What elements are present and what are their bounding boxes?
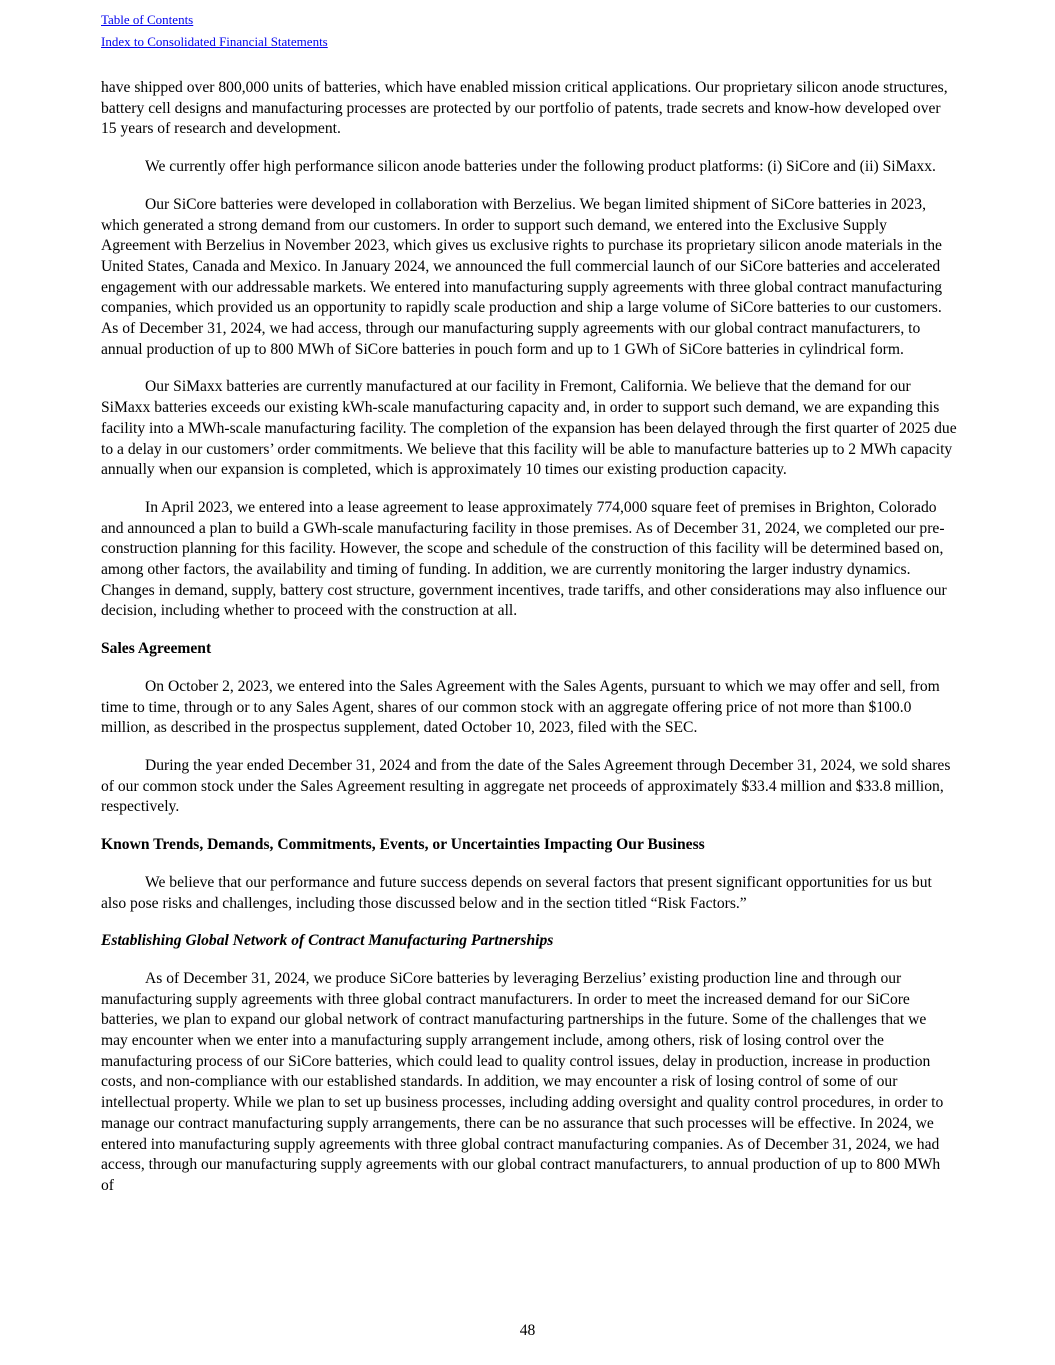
paragraph-continued: have shipped over 800,000 units of batteries, which have enabled mission critical applications. Our proprietary silicon anode structures, battery cell designs and manufacturing processes are protected by our portfolio of patents, trade secrets and know-how developed over 15 years of research and development.: [101, 79, 948, 138]
paragraph-brighton-facility: In April 2023, we entered into a lease agreement to lease approximately 774,000 square feet of premises in Brighton, Colorado and announced a plan to build a GWh-scale manufacturing facility in those premises. As of December 31, 2024, we completed our pre-construction planning for this facility. However, the scope and schedule of the construction of this facility will be determined based on, among other factors, the availability and timing of funding. In addition, we are currently monitoring the larger industry dynamics. Changes in demand, supply, battery cost structure, government incentives, trade tariffs, and other considerations may also influence our decision, including whether to proceed with the construction at all.: [101, 498, 947, 620]
page-number: 48: [519, 1322, 536, 1339]
index-financial-statements-link[interactable]: Index to Consolidated Financial Statements: [101, 34, 328, 49]
heading-sales-agreement: Sales Agreement: [101, 640, 212, 658]
paragraph-simaxx: Our SiMaxx batteries are currently manufactured at our facility in Fremont, California. We believe that the demand for our SiMaxx batteries exceeds our existing kWh-scale manufacturing capacity and, in order to support such demand, we are expanding this facility into a MWh-scale manufacturing facility. The completion of the expansion has been delayed through the first quarter of 2025 due to a delay in our customers’ order commitments. We believe that this facility will be able to manufacture batteries up to 2 MWh capacity annually when our expansion is completed, which is approximately 10 times our existing production capacity.: [101, 378, 957, 479]
paragraph-sicore: Our SiCore batteries were developed in collaboration with Berzelius. We began limited shipment of SiCore batteries in 2023, which generated a strong demand from our customers. In order to support such demand, we entered into the Exclusive Supply Agreement with Berzelius in November 2023, which gives us exclusive rights to purchase its proprietary silicon anode materials in the United States, Canada and Mexico. In January 2024, we announced the full commercial launch of our SiCore batteries and accelerated engagement with our addressable markets. We entered into manufacturing supply agreements with three global contract manufacturing companies, which provided us an opportunity to rapidly scale production and ship a large volume of SiCore batteries to our customers. As of December 31, 2024, we had access, through our manufacturing supply agreements with our global contract manufacturers, to annual production of up to 800 MWh of SiCore batteries in pouch form and up to 1 GWh of SiCore batteries in cylindrical form.: [101, 195, 943, 358]
table-of-contents-link[interactable]: Table of Contents: [101, 12, 194, 27]
paragraph-sales-agreement: On October 2, 2023, we entered into the Sales Agreement with the Sales Agents, pursuant to which we may offer and sell, from time to time, through or to any Sales Agent, shares of our common stock with an aggregate offering price of not more than $100.0 million, as described in the prospectus supplement, dated October 10, 2023, filed with the SEC.: [101, 677, 940, 737]
paragraph-performance-factors: We believe that our performance and future success depends on several factors that present significant opportunities for us but also pose risks and challenges, including those discussed below and in the section titled “Risk Factors.”: [101, 873, 932, 912]
heading-global-network: Establishing Global Network of Contract Manufacturing Partnerships: [101, 932, 554, 950]
paragraph-contract-manufacturing: As of December 31, 2024, we produce SiCore batteries by leveraging Berzelius’ existing production line and through our manufacturing supply agreements with three global contract manufacturers. In order to meet the increased demand for our SiCore batteries, we plan to expand our global network of contract manufacturing partnerships in the future. Some of the challenges that we may encounter when we enter into a manufacturing supply arrangement include, among others, risk of losing control over the manufacturing process of our SiCore batteries, which could lead to quality control issues, delay in production, increase in production costs, and non-compliance with our established standards. In addition, we may encounter a risk of losing control of some of our intellectual property. While we plan to set up business processes, including adding oversight and quality control procedures, in order to manage our contract manufacturing supply arrangements, there can be no assurance that such processes will be effective. In 2024, we entered into manufacturing supply agreements with three global contract manufacturing companies. As of December 31, 2024, we had access, through our manufacturing supply agreements with our global contract manufacturers, to annual production of up to 800 MWh of: [101, 969, 944, 1194]
paragraph-net-proceeds: During the year ended December 31, 2024 and from the date of the Sales Agreement through December 31, 2024, we sold shares of our common stock under the Sales Agreement resulting in aggregate net proceeds of approximately $33.4 million and $33.8 million, respectively.: [101, 756, 951, 816]
heading-known-trends: Known Trends, Demands, Commitments, Events, or Uncertainties Impacting Our Business: [101, 836, 705, 854]
header-nav: [101, 0, 957, 53]
document-body: [101, 78, 957, 1197]
document-page: [101, 0, 957, 1214]
paragraph-product-platforms: We currently offer high performance silicon anode batteries under the following product platforms: (i) SiCore and (ii) SiMaxx.: [145, 158, 936, 176]
